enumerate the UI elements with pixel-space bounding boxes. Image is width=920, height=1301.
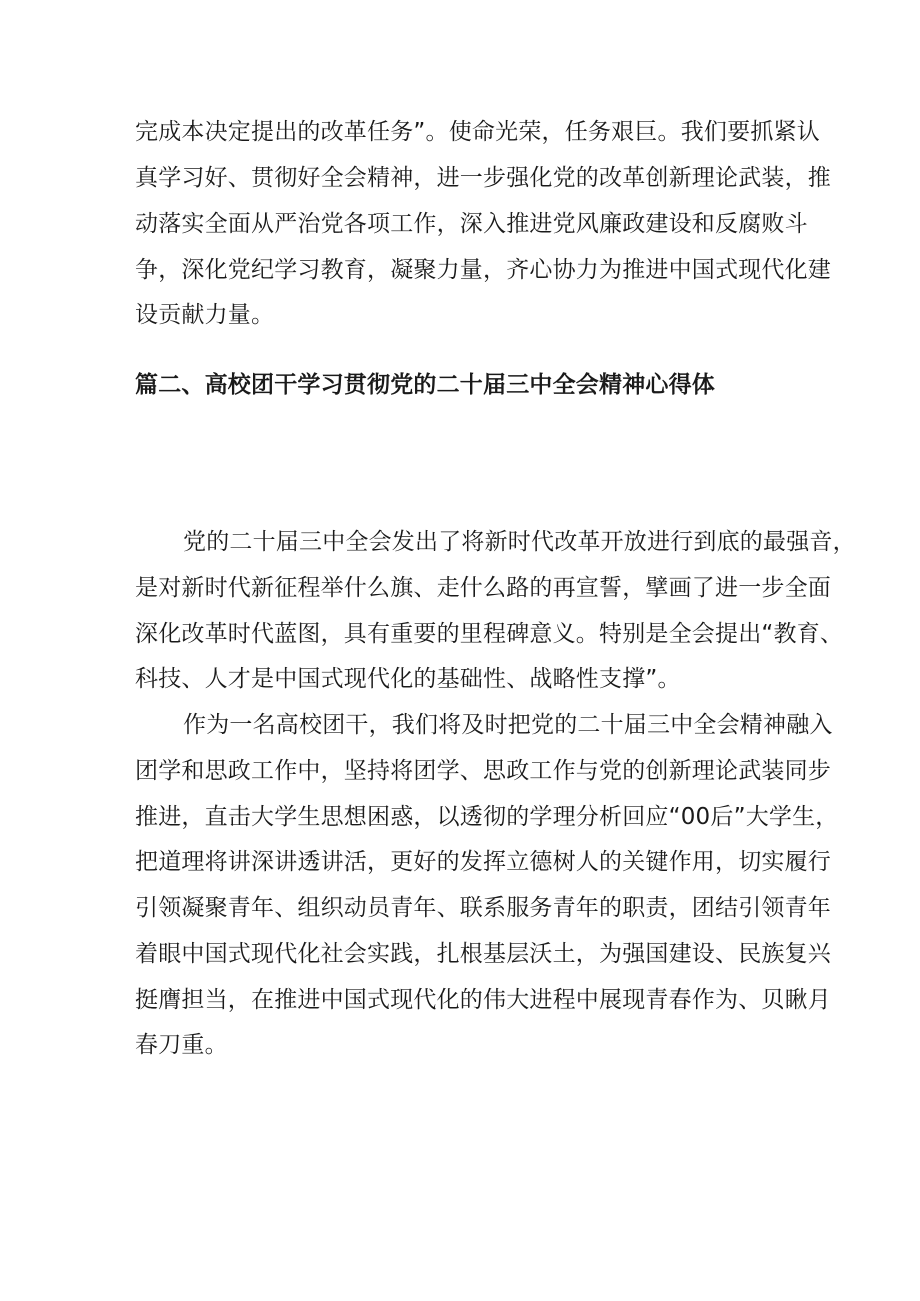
text-line: 引领凝聚青年、组织动员青年、联系服务青年的职责，团结引领青年: [135, 895, 831, 921]
text-line: 争，深化党纪学习教育，凝聚力量，齐心协力为推进中国式现代化建: [135, 257, 831, 283]
section-heading: 篇二、高校团干学习贯彻党的二十届三中全会精神心得体: [135, 372, 715, 398]
text-line: 动落实全面从严治党各项工作，深入推进党风廉政建设和反腐败斗: [135, 211, 808, 237]
text-line: 科技、人才是中国式现代化的基础性、战略性支撑”。: [135, 666, 681, 692]
text-line: 深化改革时代蓝图，具有重要的里程碑意义。特别是全会提出“教育、: [135, 621, 844, 647]
text-line: 推进，直击大学生思想困惑，以透彻的学理分析回应“00后”大学生，: [135, 804, 839, 830]
text-line: 着眼中国式现代化社会实践，扎根基层沃土，为强国建设、民族复兴: [135, 941, 831, 967]
text-line: 是对新时代新征程举什么旗、走什么路的再宣誓，擘画了进一步全面: [135, 575, 831, 601]
text-line: 春刀重。: [135, 1032, 228, 1058]
text-line: 完成本决定提出的改革任务”。使命光荣，任务艰巨。我们要抓紧认: [135, 119, 820, 145]
text-line: 挺膺担当，在推进中国式现代化的伟大进程中展现青春作为、贝瞅月: [135, 987, 831, 1013]
text-line: 把道理将讲深讲透讲活，更好的发挥立德树人的关键作用，切实履行: [135, 849, 831, 875]
text-line: 作为一名高校团干，我们将及时把党的二十届三中全会精神融入: [183, 712, 833, 738]
text-line: 团学和思政工作中，坚持将团学、思政工作与党的创新理论武装同步: [135, 758, 831, 784]
text-line: 设贡献力量。: [135, 302, 275, 328]
text-line: 真学习好、贯彻好全会精神，进一步强化党的改革创新理论武装，推: [135, 165, 831, 191]
text-line: 党的二十届三中全会发出了将新时代改革开放进行到底的最强音，: [183, 529, 856, 555]
